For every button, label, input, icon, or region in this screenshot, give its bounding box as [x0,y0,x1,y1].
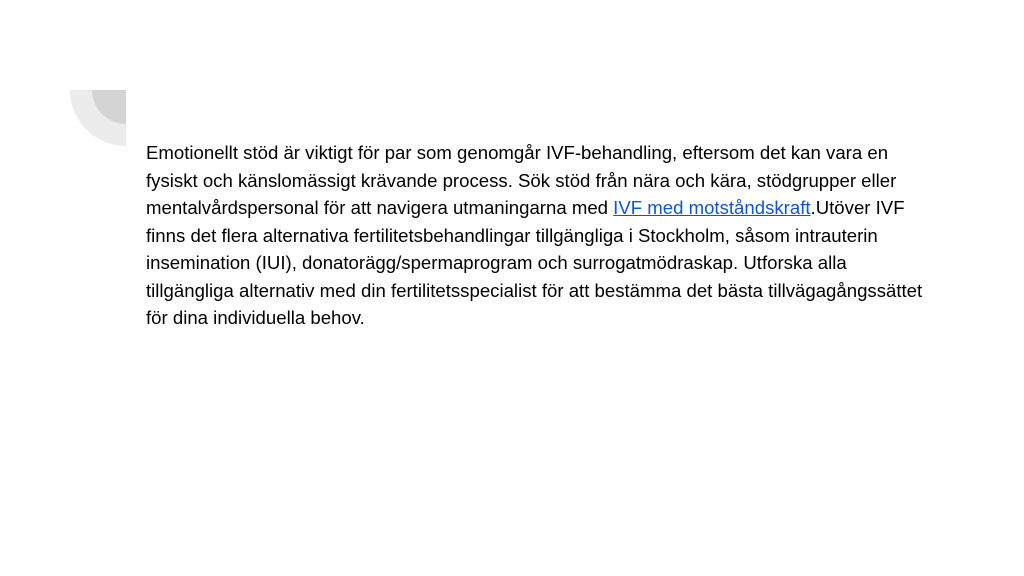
paragraph-text-end: .Utöver IVF finns det flera alternativa fertilitetsbehandlingar tillgängliga i Stockholm, såsom intrauterin insemination (IUI), donatorägg/spermaprogram och surrogatmödraskap. Utforska alla tillgängliga alternativ med din fertilitetsspecialist för att bestämma det bästa tillvägagångssättet för dina individuella behov. [146,197,923,328]
ivf-resilience-link[interactable]: IVF med motståndskraft [613,197,811,218]
paragraph-text-start: Emotionellt stöd är viktigt för par som genomgår IVF-behandling, eftersom det kan vara en fysiskt och känslomässigt krävande process. Sök stöd från nära och kära, stödgrupper eller mentalvårdspersonal för att navigera utmaningarna med [146,142,897,218]
body-paragraph [146,139,926,332]
corner-decoration-icon [70,90,126,146]
